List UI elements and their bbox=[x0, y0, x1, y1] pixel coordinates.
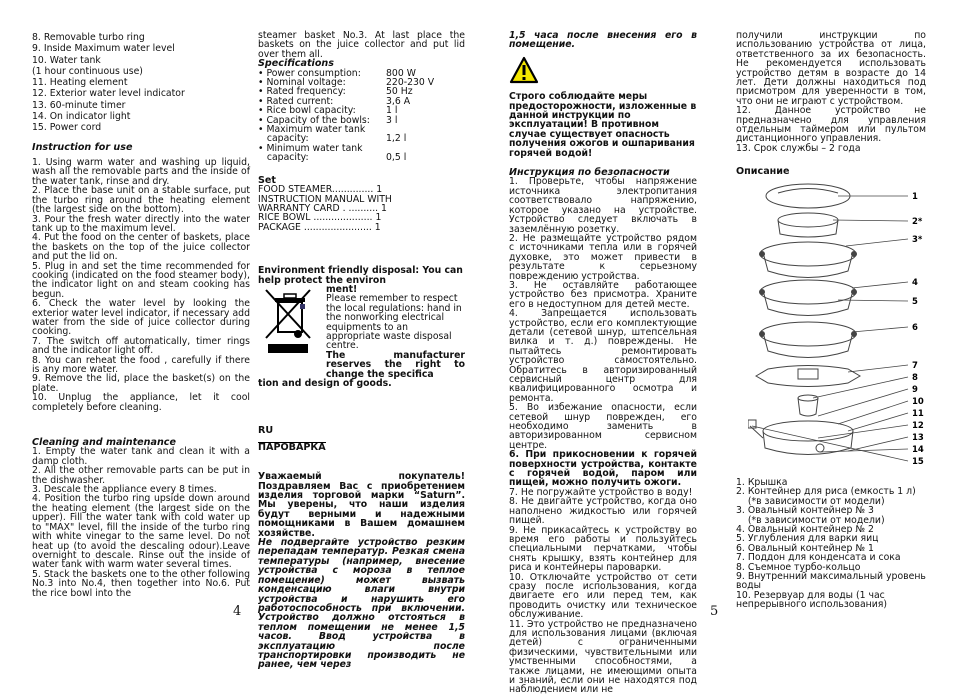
diagram-label: 9 bbox=[912, 385, 918, 395]
safety-item-12: 12. Данное устройство не предназначено для управления отдельным таймером или пультом дистанционного управления. bbox=[736, 105, 926, 145]
disposal-heading: Environment friendly disposal: You can help protect the environ bbox=[258, 265, 463, 286]
part-list-item: 3. Овальный контейнер № 3 bbox=[736, 505, 874, 517]
caution-text: Строго соблюдайте меры предосторожности, изложенные в данной инструкции по эксплуатации! В противном случае существует опасность получения ожогов и ошпаривания горячей водой! bbox=[509, 91, 697, 159]
leader-line bbox=[838, 300, 908, 301]
spec-value: 50 Hz bbox=[386, 86, 413, 98]
warning-continued: 1,5 часа после внесения его в помещение. bbox=[509, 30, 697, 51]
spec-label: • Power consumption: bbox=[258, 67, 361, 79]
part-list-item: 1. Крышка bbox=[736, 477, 788, 488]
spec-row bbox=[258, 144, 434, 163]
diagram-label: 12 bbox=[912, 421, 924, 431]
part-list-item: 11. Heating element bbox=[32, 77, 128, 89]
set-item: INSTRUCTION MANUAL WITH bbox=[258, 193, 392, 205]
column-4 bbox=[736, 31, 926, 177]
leader-line bbox=[838, 401, 908, 424]
leader-line bbox=[752, 426, 908, 461]
cleaning-step-list bbox=[32, 447, 250, 598]
spec-label: • Capacity of the bowls: bbox=[258, 114, 370, 126]
safety-item: 2. Не размещайте устройство рядом с источниками тепла или в горячей духовке, это может привести в результате к серьезному повреждению устройства. bbox=[509, 232, 697, 282]
spec-value: 1 l bbox=[386, 105, 398, 117]
part-list-item: 4. Овальный контейнер № 2 bbox=[736, 524, 874, 536]
cleaning-step: 3. Descale the appliance every 8 times. bbox=[32, 484, 217, 496]
part-list-item: (*в зависимости от модели) bbox=[736, 514, 885, 526]
manufacturer-notice-cont: tion and design of goods. bbox=[258, 378, 392, 389]
instruction-heading: Instruction for use bbox=[32, 141, 133, 153]
disposal-text: Please remember to respect the local regulations: hand in the nonworking electrical equipments to an appropriate waste disposal centre. bbox=[326, 293, 462, 352]
spec-label: • Minimum water tank capacity: bbox=[258, 142, 363, 164]
diagram-label: 5 bbox=[912, 297, 918, 307]
set-item: WARRANTY CARD . .......... 1 bbox=[258, 202, 387, 214]
warning-triangle-icon bbox=[509, 56, 539, 84]
diagram-label: 8 bbox=[912, 373, 918, 383]
spec-value: 3 l bbox=[386, 114, 398, 126]
part-list-item: 13. 60-minute timer bbox=[32, 99, 126, 111]
safety-item: 3. Не оставляйте работающее устройство без присмотра. Храните его в недоступном для детей месте. bbox=[509, 279, 697, 310]
safety-item: 11. Это устройство не предназначено для использования лицами (включая детей) с ограниченными физическими, чувствительными или умственными способностями, а также лицами, не имеющими опыта и знаний, если они не находятся под наблюдением или не bbox=[509, 618, 697, 695]
instruction-step: 2. Place the base unit on a stable surface, put the turbo ring around the heating element (the largest side on the bottom). bbox=[32, 185, 250, 216]
diagram-label: 7 bbox=[912, 361, 918, 371]
diagram-label: 13 bbox=[912, 433, 924, 443]
description-heading: Описание bbox=[736, 166, 790, 178]
diagram-label: 4 bbox=[912, 278, 918, 288]
part-list-item: 9. Внутренний максимальный уровень воды bbox=[736, 571, 929, 592]
spec-label: • Nominal voltage: bbox=[258, 77, 346, 89]
safety-item: 8. Не двигайте устройство, когда оно наполнено жидкостью или горячей пищей. bbox=[509, 496, 697, 527]
set-item: RICE BOWL .................... 1 bbox=[258, 212, 382, 224]
russian-temperature-warning: Не подвергайте устройство резким перепадам температур. Резкая смена температуры (например, внесение устройства с мороза в теплое помещение) может вызвать конденсацию влаги внутри устройства и нарушить его работоспособность при включении. Устройство должно отстояться в теплом помещении не менее 1,5 часов. Ввод устройства в эксплуатацию после транспортировки производить не ранее, чем через bbox=[258, 537, 465, 671]
instruction-step: 9. Remove the lid, place the basket(s) on the plate. bbox=[32, 373, 250, 394]
part-list-item: 10. Water tank bbox=[32, 54, 101, 66]
part-list-item: 8. Съемное турбо-кольцо bbox=[736, 561, 861, 573]
part-list-item: 12. Exterior water level indicator bbox=[32, 88, 185, 100]
spec-label: • Rated current: bbox=[258, 95, 334, 107]
instruction-step: 7. The switch off automatically, timer rings and the indicator light off. bbox=[32, 335, 250, 357]
weee-crossed-bin-icon bbox=[264, 288, 318, 356]
safety-continued: получили инструкции по использованию устройства от лица, ответственного за их безопасность. Не рекомендуется использовать устройство детям в возрасте до 14 лет. Дети должны находиться под присмотром для уверенности в том, что они не играют с устройством. bbox=[736, 30, 926, 107]
leader-line bbox=[848, 437, 908, 451]
column-2 bbox=[258, 31, 465, 670]
instruction-step-list bbox=[32, 158, 250, 412]
disposal-section bbox=[258, 266, 465, 388]
cleaning-heading: Cleaning and maintenance bbox=[32, 437, 176, 449]
safety-item: 10. Отключайте устройство от сети сразу после использования, когда двигаете его или перед тем, как проводить очистку или техническое обслуживание. bbox=[509, 571, 697, 621]
leader-line bbox=[848, 413, 908, 431]
language-code: RU bbox=[258, 425, 274, 437]
part-list-item: 14. On indicator light bbox=[32, 111, 131, 123]
instruction-step: 8. You can reheat the food , carefully if there is any more water. bbox=[32, 354, 250, 376]
leader-line bbox=[848, 365, 908, 372]
instruction-step: 5. Plug in and set the time recommended for cooking (indicated on the food steamer body), the indicator light on and steam cooking has begun. bbox=[32, 260, 250, 300]
continued-text: steamer basket No.3. At last place the baskets on the juice collector and put lid over them all. bbox=[258, 30, 465, 60]
leader-line bbox=[813, 377, 908, 398]
diagram-label: 10 bbox=[912, 397, 924, 407]
set-item: PACKAGE ....................... 1 bbox=[258, 221, 381, 233]
leader-line bbox=[833, 220, 908, 221]
safety-item-13: 13. Срок службы – 2 года bbox=[736, 142, 861, 154]
part-list-item: 10. Резервуар для воды (1 час непрерывного использования) bbox=[736, 589, 888, 611]
spec-value: 1,2 l bbox=[386, 133, 407, 145]
set-item-list bbox=[258, 185, 465, 232]
part-list-item: (1 hour continuous use) bbox=[32, 65, 143, 77]
diagram-label: 14 bbox=[912, 445, 924, 455]
manufacturer-notice: The manufacturer reserves the right to change the specifica bbox=[326, 349, 465, 380]
spec-value: 220-230 V bbox=[386, 77, 435, 89]
spec-value: 0,5 l bbox=[386, 152, 407, 164]
part-list-item: 9. Inside Maximum water level bbox=[32, 43, 175, 55]
instruction-step: 10. Unplug the appliance, let it cool completely before cleaning. bbox=[32, 392, 250, 413]
instruction-step: 3. Pour the fresh water directly into the water tank up to the maximum level. bbox=[32, 213, 250, 234]
part-list-item: 6. Овальный контейнер № 1 bbox=[736, 542, 874, 554]
part-list-item: 5. Углубления для варки яиц bbox=[736, 533, 879, 545]
leader-line bbox=[818, 389, 908, 416]
disposal-heading-cont: ment! bbox=[326, 283, 358, 295]
steamer-exploded-diagram bbox=[748, 176, 938, 472]
parts-list bbox=[736, 477, 929, 611]
instruction-step: 4. Put the food on the center of baskets, place the baskets on the top of the juice collector and put the lid on. bbox=[32, 232, 250, 263]
spec-row bbox=[258, 125, 434, 144]
leader-line bbox=[846, 239, 908, 246]
part-list-item-list bbox=[32, 32, 250, 134]
safety-heading: Инструкция по безопасности bbox=[509, 167, 670, 179]
safety-item: 7. Не погружайте устройство в воду! bbox=[509, 486, 693, 498]
safety-item: 9. Не прикасайтесь к устройству во время его работы и пользуйтесь специальными перчатками, чтобы снять крышку, взять контейнер для риса и контейнеры пароварки. bbox=[509, 524, 697, 574]
leader-line bbox=[852, 327, 908, 332]
cleaning-step: 5. Stack the baskets one to the other following No.3 into No.4, then together into No.6. Put the rice bowl into the bbox=[32, 568, 250, 599]
safety-item: 5. Во избежание опасности, если сетевой шнур поврежден, его необходимо заменить в авторизированном сервисном центре. bbox=[509, 402, 697, 451]
leader-line bbox=[820, 449, 908, 452]
leader-line bbox=[818, 425, 908, 438]
specifications-table bbox=[258, 69, 434, 163]
diagram-label: 3* bbox=[912, 235, 923, 245]
spec-value: 3,6 A bbox=[386, 95, 411, 107]
safety-item: 4. Запрещается использовать устройство, если его комплектующие детали (сетевой шнур, штепсельная вилка и т. д.) повреждены. Не пытайтесь ремонтировать устройство самостоятельно. Обратитесь в авторизированный сервисный центр для квалифицированного осмотра и ремонта. bbox=[509, 308, 697, 404]
safety-item: 1. Проверьте, чтобы напряжение источника электропитания соответствовало напряжению, которое указано на устройстве. Устройство следует включать в заземлённую розетку. bbox=[509, 176, 697, 235]
cleaning-step: 4. Position the turbo ring upside down around the heating element (the largest side on the upper). Fill the water tank with cold water up to "MAX" level, fill the inside of the turbo ring with white vinegar to the same level. Do not heat up (to avoid the descaling odour).Leave overnight to descale. Rinse out the inside of water tank with warm water several times. bbox=[32, 493, 250, 571]
part-list-item: 8. Removable turbo ring bbox=[32, 32, 145, 43]
part-list-item: 2. Контейнер для риса (емкость 1 л) bbox=[736, 486, 916, 498]
instruction-step: 1. Using warm water and washing up liquid, wash all the removable parts and the inside of the water tank, rinse and dry. bbox=[32, 157, 250, 187]
spec-label: • Rice bowl capacity: bbox=[258, 105, 356, 117]
specifications-heading: Specifications bbox=[258, 58, 334, 70]
spec-label: • Maximum water tank capacity: bbox=[258, 124, 366, 145]
russian-greeting: Уважаемый покупатель! Поздравляем Вас с приобретением изделия торговой марки “Saturn”. Мы уверены, что наши изделия будут верными и надежными помощниками в Вашем домашнем хозяйстве. bbox=[258, 471, 465, 539]
diagram-label: 1 bbox=[912, 192, 918, 202]
part-list-item-list bbox=[736, 477, 929, 611]
column-1 bbox=[32, 32, 250, 598]
set-item: FOOD STEAMER.............. 1 bbox=[258, 184, 383, 196]
diagram-label: 15 bbox=[912, 457, 924, 467]
page-number-left: 4 bbox=[233, 604, 242, 619]
page-number-right: 5 bbox=[710, 604, 719, 619]
diagram-label: 2* bbox=[912, 217, 923, 227]
diagram-label: 11 bbox=[912, 409, 924, 419]
leader-line bbox=[852, 282, 908, 288]
safety-item: 6. При прикосновении к горячей поверхности устройства, контакте с горячей водой, паром или пищей, можно получить ожоги. bbox=[509, 449, 697, 489]
part-list-item: (*в зависимости от модели) bbox=[736, 495, 885, 507]
spec-value: 800 W bbox=[386, 67, 416, 79]
set-heading: Set bbox=[258, 174, 277, 186]
spec-label: • Rated frequency: bbox=[258, 86, 346, 98]
part-list-item: 7. Поддон для конденсата и сока bbox=[736, 552, 901, 564]
diagram-label: 6 bbox=[912, 323, 918, 333]
cleaning-step: 1. Empty the water tank and clean it with a damp cloth. bbox=[32, 446, 250, 467]
russian-title: ПАРОВАРКА bbox=[258, 441, 326, 453]
instruction-step: 6. Check the water level by looking the exterior water level indicator, if necessary add water from the side of juice collector during cooking. bbox=[32, 298, 250, 338]
safety-item-list bbox=[509, 177, 697, 694]
part-list-item: 15. Power cord bbox=[32, 122, 102, 134]
column-3 bbox=[509, 31, 697, 695]
cleaning-step: 2. All the other removable parts can be put in the dishwasher. bbox=[32, 465, 250, 486]
